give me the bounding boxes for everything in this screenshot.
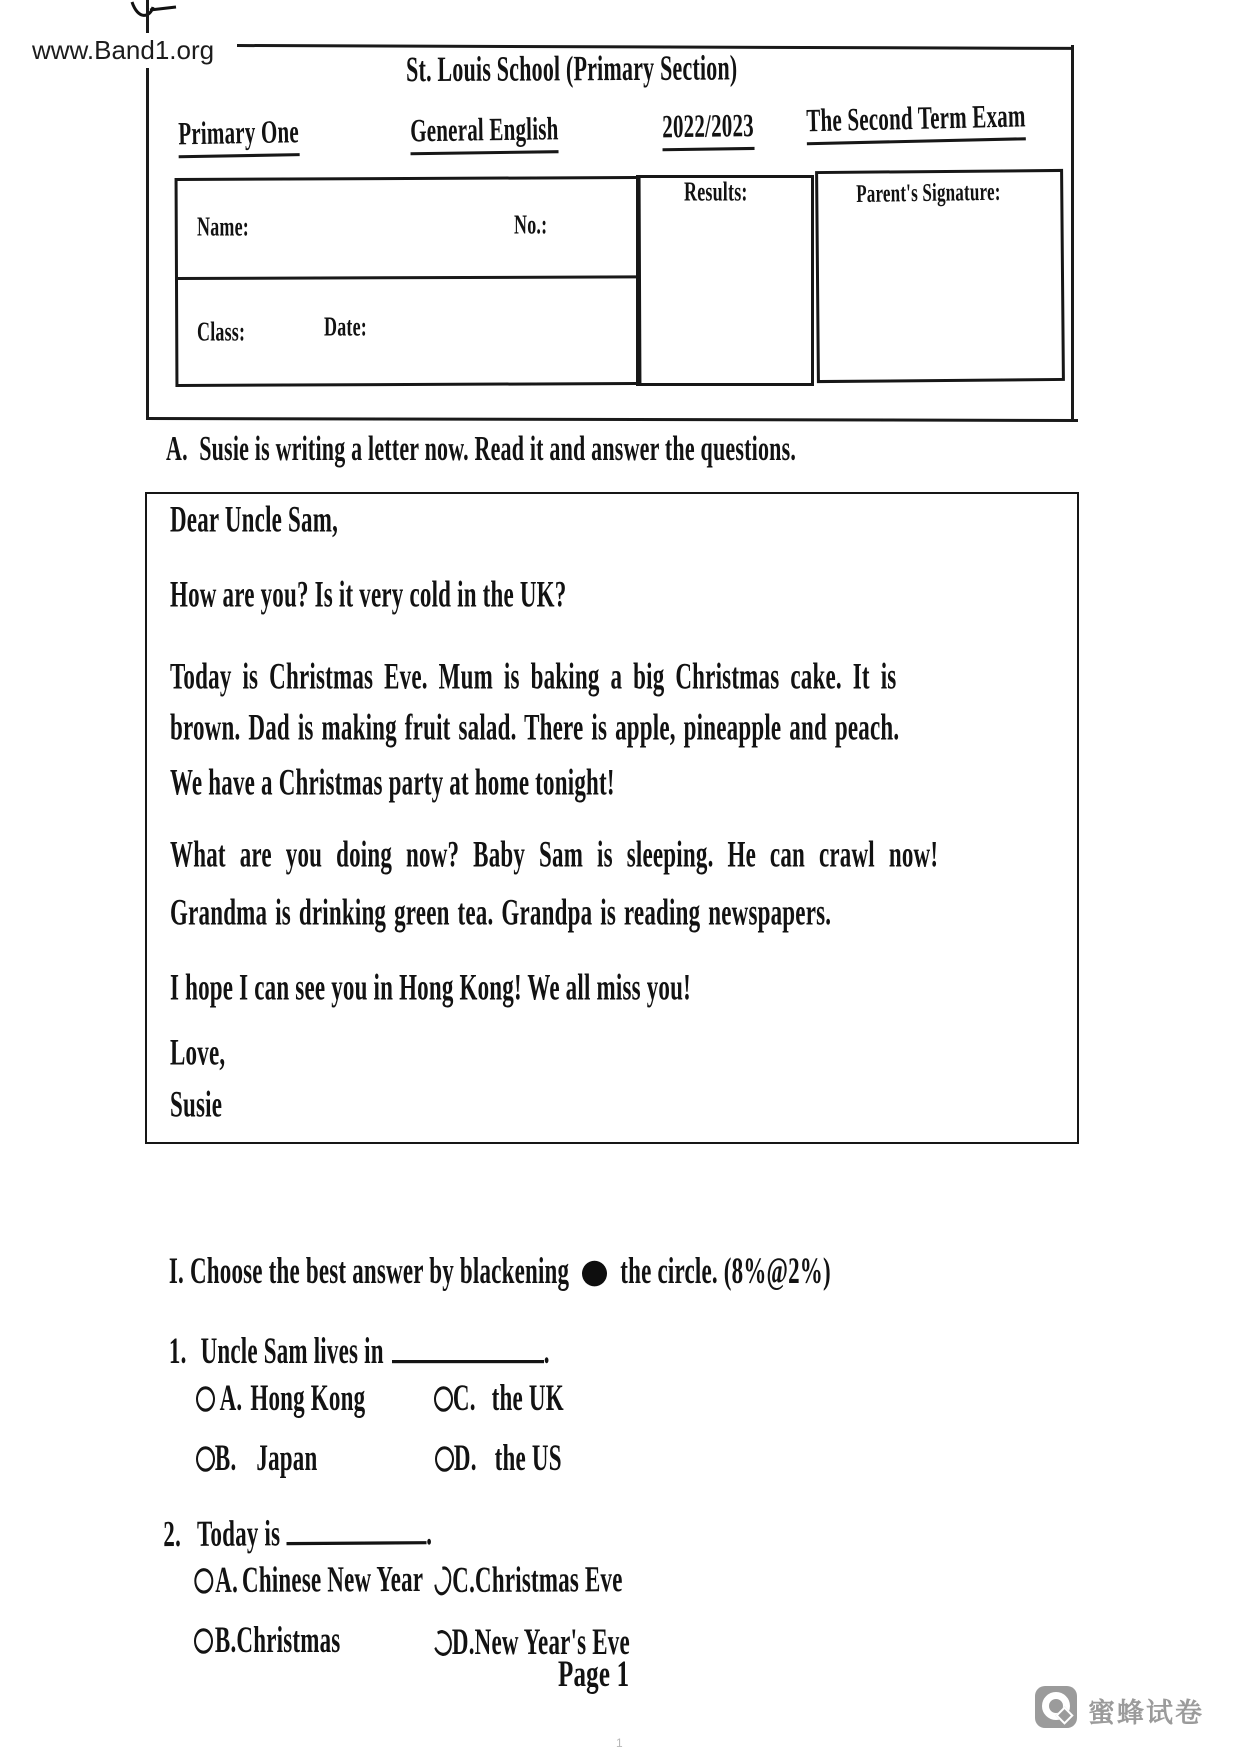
grade-label: Primary One xyxy=(178,116,299,158)
option-text: the US xyxy=(494,1438,562,1479)
option-q1-d xyxy=(423,1403,562,1477)
question-number: 1. xyxy=(168,1331,187,1372)
header-box-right-border xyxy=(1071,45,1074,421)
question-text: Today is xyxy=(196,1513,281,1554)
letter-line: Susie xyxy=(170,1084,223,1125)
option-text: Christmas xyxy=(236,1620,341,1661)
parent-signature-label: Parent's Signature: xyxy=(855,177,1001,208)
letter-line: brown. Dad is making fruit salad. There is apple, pineapple and peach. xyxy=(170,707,900,748)
no-label: No.: xyxy=(514,209,548,240)
option-key: D. xyxy=(451,1622,475,1663)
option-key: B. xyxy=(214,1438,237,1479)
option-key: C. xyxy=(452,1378,476,1419)
date-label: Date: xyxy=(324,311,367,342)
radio-circle-icon xyxy=(431,1627,453,1660)
brand-name: 蜜蜂试卷 xyxy=(1088,1698,1204,1728)
filled-circle-icon xyxy=(582,1261,607,1287)
option-text: the UK xyxy=(491,1378,564,1419)
question-text: Uncle Sam lives in xyxy=(200,1331,384,1372)
exam-term-label: The Second Term Exam xyxy=(806,100,1026,145)
letter-line: Love, xyxy=(170,1032,226,1073)
section-a-heading: A. Susie is writing a letter now. Read it and answer the questions. xyxy=(166,427,797,468)
brand-logo xyxy=(1035,1686,1077,1728)
pen-scribble-icon xyxy=(122,0,184,26)
option-key: A. xyxy=(215,1559,239,1601)
option-key: A. xyxy=(219,1378,243,1419)
instruction-suffix: the circle. (8%@2%) xyxy=(620,1251,831,1292)
option-key: C. xyxy=(452,1559,476,1601)
letter-line: How are you? Is it very cold in the UK? xyxy=(170,574,567,615)
option-q2-b xyxy=(182,1585,340,1659)
year-label: 2022/2023 xyxy=(662,110,754,152)
radio-circle-icon xyxy=(196,1446,215,1472)
radio-circle-icon xyxy=(435,1446,454,1472)
class-label: Class: xyxy=(197,316,246,347)
letter-line: We have a Christmas party at home tonight! xyxy=(170,762,615,803)
option-q1-b xyxy=(184,1403,318,1477)
letter-line: What are you doing now? Baby Sam is sleeping. He can crawl now! xyxy=(170,834,939,875)
watermark: www.Band1.org xyxy=(28,33,224,68)
school-name: St. Louis School (Primary Section) xyxy=(405,47,738,90)
section-i-instruction xyxy=(157,1216,831,1290)
option-key: B. xyxy=(214,1620,237,1661)
stem-period: . xyxy=(543,1331,550,1372)
option-key: D. xyxy=(453,1438,477,1479)
option-text: Christmas Eve xyxy=(474,1559,623,1600)
radio-circle-icon xyxy=(194,1628,213,1654)
results-box xyxy=(636,175,814,386)
page-number: Page 1 xyxy=(558,1654,630,1695)
letter-line: I hope I can see you in Hong Kong! We all miss you! xyxy=(170,967,691,1008)
page-artifact: 1 xyxy=(616,1736,623,1750)
instruction-prefix: I. Choose the best answer by blackening xyxy=(168,1251,570,1292)
option-text: Chinese New Year xyxy=(241,1558,424,1600)
stem-period: . xyxy=(426,1512,433,1553)
option-text: Hong Kong xyxy=(250,1378,366,1419)
subject-label: General English xyxy=(410,113,559,155)
student-info-box xyxy=(175,176,642,387)
header-box-bottom-border xyxy=(146,417,1078,421)
letter-line: Grandma is drinking green tea. Grandpa is reading newspapers. xyxy=(170,892,832,933)
letter-line: Dear Uncle Sam, xyxy=(170,499,339,540)
letter-line: Today is Christmas Eve. Mum is baking a big Christmas cake. It is xyxy=(170,656,897,697)
name-label: Name: xyxy=(197,211,249,242)
option-q2-d xyxy=(421,1587,630,1661)
option-text: Japan xyxy=(256,1438,318,1479)
results-label: Results: xyxy=(684,176,748,207)
question-number: 2. xyxy=(163,1513,182,1555)
option-text: New Year's Eve xyxy=(474,1622,630,1663)
